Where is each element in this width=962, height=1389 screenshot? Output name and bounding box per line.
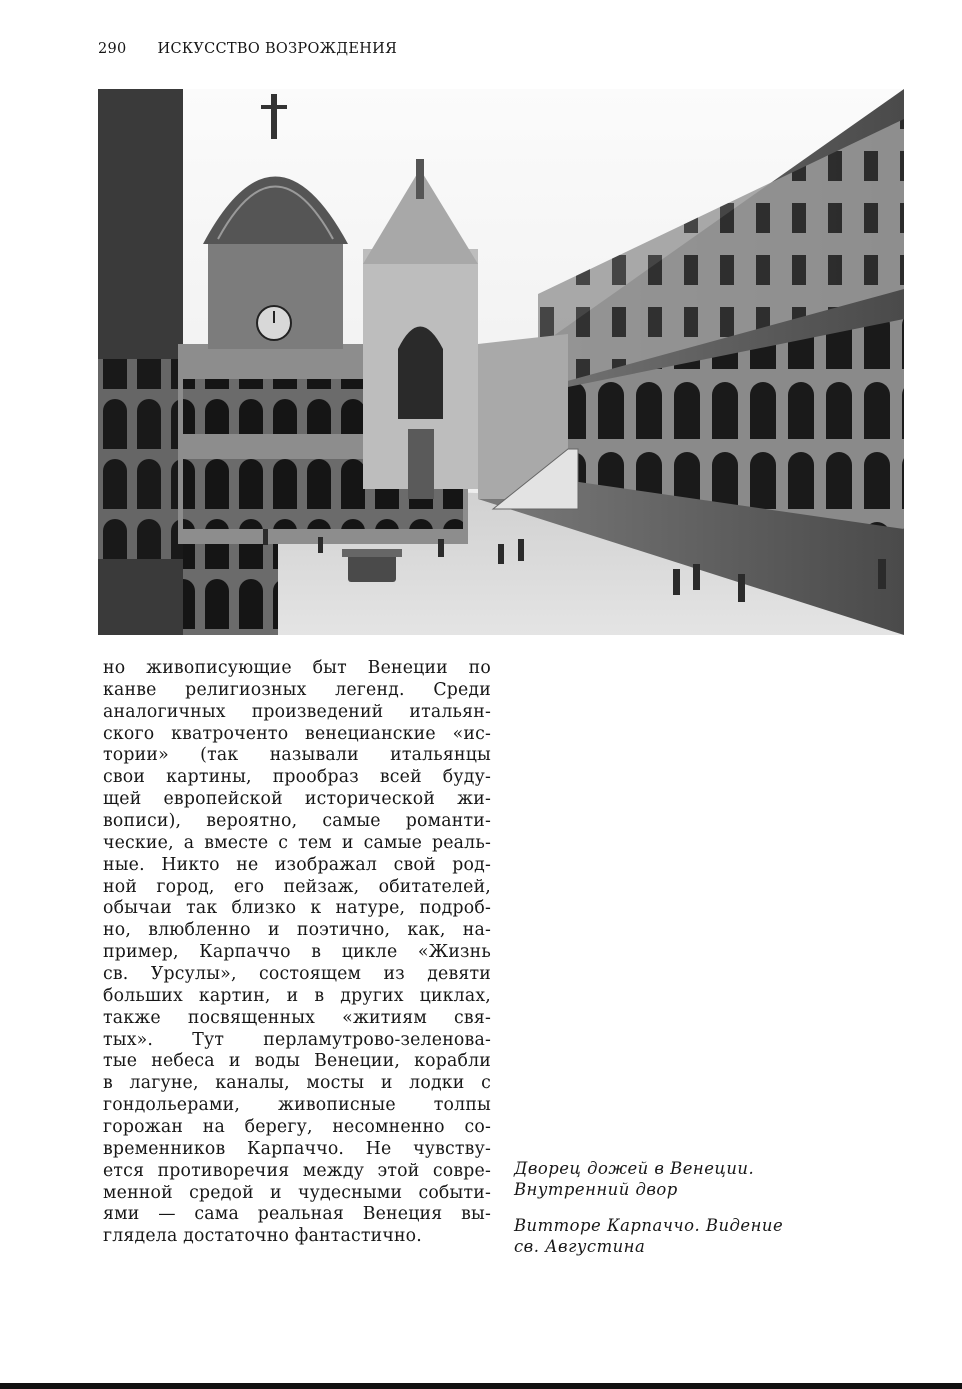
body-line: в лагуне, каналы, мосты и лодки с (103, 1073, 491, 1094)
body-line: тые небеса и воды Венеции, корабли (103, 1051, 491, 1072)
body-text (103, 658, 491, 1248)
body-line: больших картин, и в других циклах, (103, 985, 491, 1006)
page-number: 290 (98, 41, 127, 57)
body-line: щей европейской исторической жи- (103, 789, 491, 810)
body-line: ные. Никто не изображал свой род- (103, 854, 491, 875)
body-line: пример, Карпаччо в цикле «Жизнь (103, 942, 491, 963)
body-line: но, влюбленно и поэтично, как, на- (103, 920, 491, 941)
body-line: свои картины, прообраз всей буду- (103, 767, 491, 788)
body-line: тории» (так называли итальянцы (103, 745, 491, 766)
body-line: тых». Тут перламутрово-зеленова- (103, 1029, 491, 1050)
body-line: но живописующие быт Венеции по (103, 658, 491, 678)
body-line: ческие, а вместе с тем и самые реаль- (103, 832, 491, 853)
body-line: ется противоречия между этой совре- (103, 1160, 491, 1181)
body-line: горожан на берегу, несомненно со- (103, 1117, 491, 1138)
body-line: ной город, его пейзаж, обитателей, (103, 876, 491, 897)
body-line: аналогичных произведений итальян- (103, 701, 491, 722)
body-line: глядела достаточно фантастично. (103, 1226, 422, 1247)
running-header (98, 41, 397, 57)
body-line: канве религиозных легенд. Среди (103, 679, 491, 700)
body-line: ями — сама реальная Венеция вы- (103, 1204, 491, 1225)
body-line: обычаи так близко к натуре, подроб- (103, 898, 491, 919)
body-line: также посвященных «житиям свя- (103, 1007, 491, 1028)
caption-line: Внутренний двор (514, 1180, 678, 1199)
figure-captions (514, 1158, 814, 1257)
running-title: ИСКУССТВО ВОЗРОЖДЕНИЯ (157, 41, 398, 57)
body-line: ского кватроченто венецианские «ис- (103, 723, 491, 744)
caption-line: Дворец дожей в Венеции. (514, 1159, 755, 1178)
caption-doges-palace (514, 1158, 814, 1200)
bottom-border (0, 1383, 962, 1389)
caption-line: Витторе Карпаччо. Видение (514, 1216, 784, 1235)
body-line: менной средой и чудесными событи- (103, 1182, 491, 1203)
body-line: гондольерами, живописные толпы (103, 1095, 491, 1116)
body-line: св. Урсулы», состоящем из девяти (103, 964, 491, 985)
body-line: вописи), вероятно, самые романти- (103, 811, 491, 832)
body-line: временников Карпаччо. Не чувству- (103, 1138, 491, 1159)
caption-carpaccio (514, 1215, 814, 1257)
doges-palace-courtyard-photo (98, 89, 904, 635)
caption-line: св. Августина (514, 1237, 646, 1256)
